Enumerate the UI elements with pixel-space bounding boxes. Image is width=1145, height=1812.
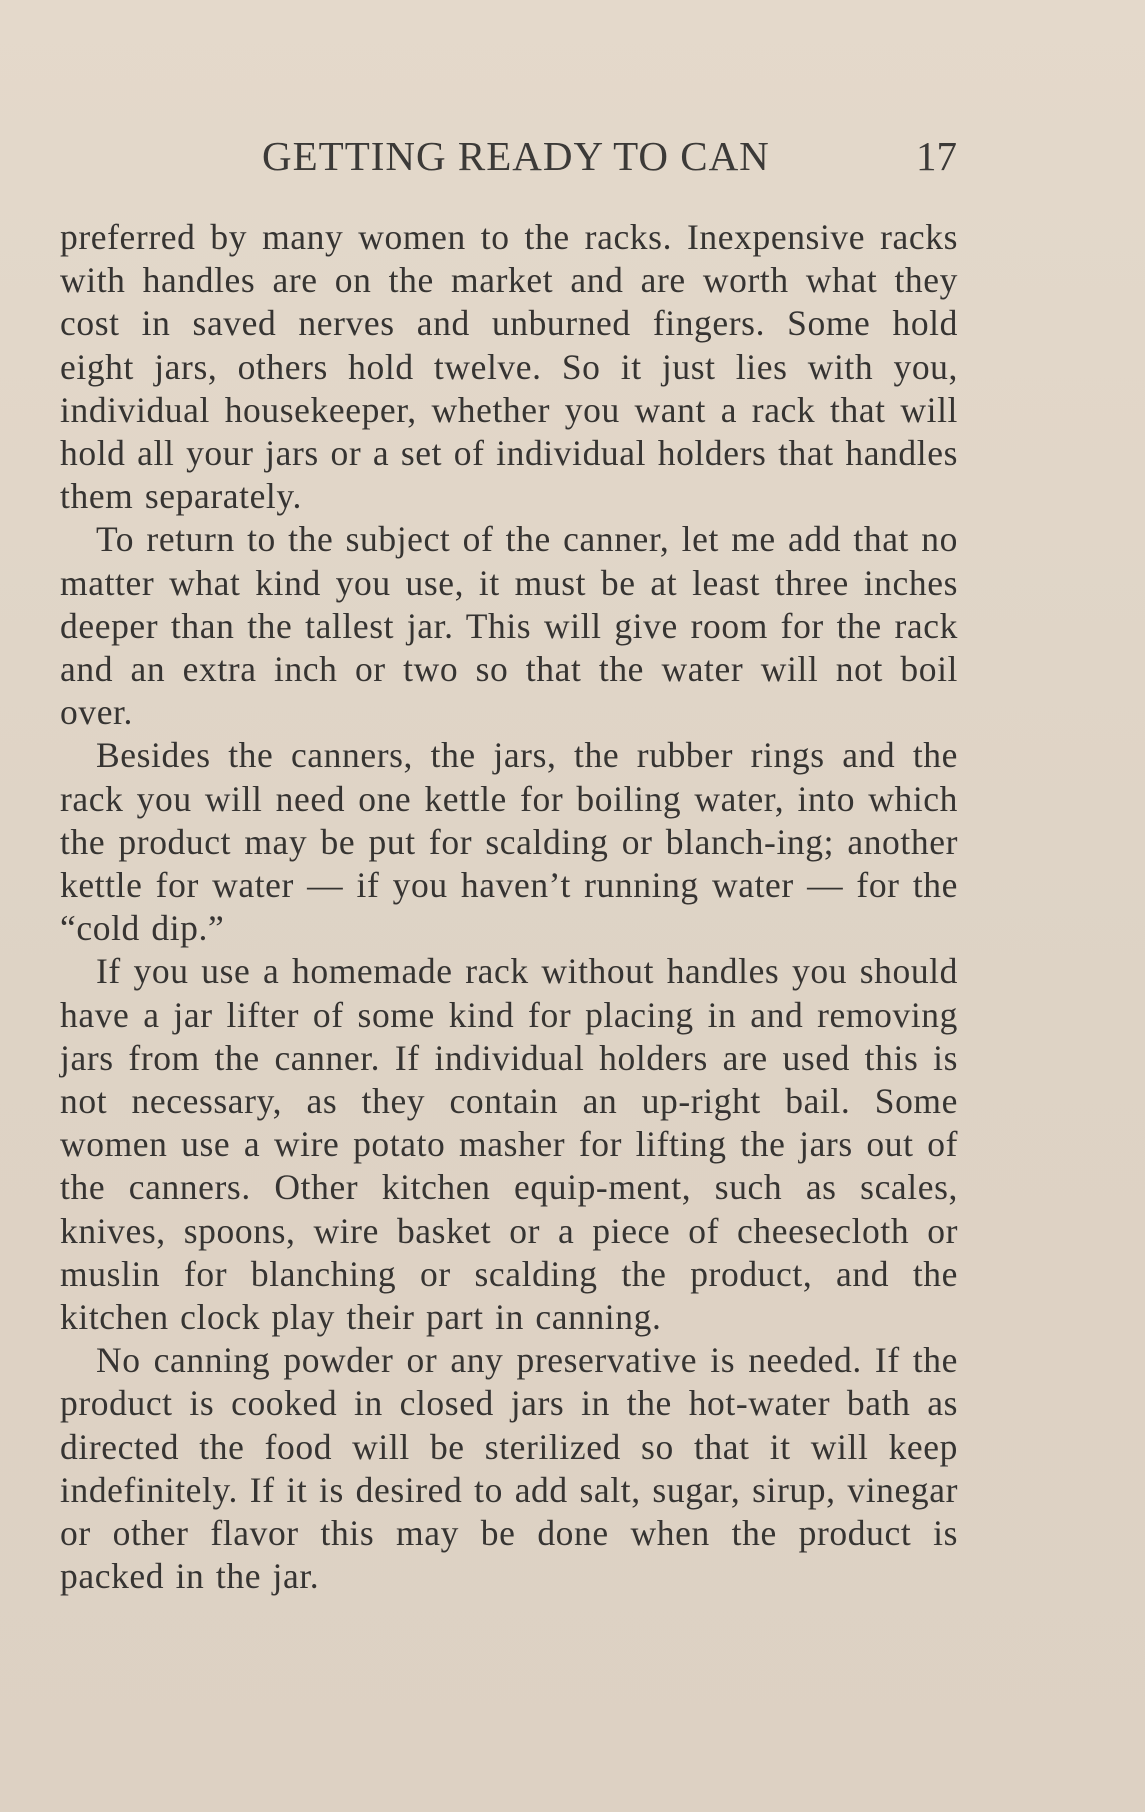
running-head bbox=[62, 132, 957, 188]
paragraph-3: Besides the canners, the jars, the rubber rings and the rack you will need one kettle for boiling water, into which the product may be put for scalding or blanch-ing; another kettle for water — if you haven’t running water — for the “cold dip.” bbox=[60, 735, 958, 949]
paragraph-5: No canning powder or any preservative is needed. If the product is cooked in closed jars in the hot-water bath as directed the food will be sterilized so that it will keep indefinitely. If it is desired to add salt, sugar, sirup, vinegar or other flavor this may be done when the product is packed in the jar. bbox=[60, 1340, 958, 1597]
paragraph-4: If you use a homemade rack without handles you should have a jar lifter of some kind for placing in and removing jars from the canner. If individual holders are used this is not necessary, as they contain an up-right bail. Some women use a wire potato masher for lifting the jars out of the canners. Other kitchen equip-ment, such as scales, knives, spoons, wire basket or a piece of cheesecloth or muslin for blanching or scalding the product, and the kitchen clock play their part in canning. bbox=[60, 951, 958, 1338]
running-title: GETTING READY TO CAN bbox=[262, 133, 770, 179]
page-number: 17 bbox=[916, 133, 957, 179]
body-text bbox=[60, 216, 958, 1599]
paragraph-2: To return to the subject of the canner, let me add that no matter what kind you use, it must be at least three inches deeper than the tallest jar. This will give room for the rack and an extra inch or two so that the water will not boil over. bbox=[60, 519, 958, 733]
paragraph-1: preferred by many women to the racks. Inexpensive racks with handles are on the market and are worth what they cost in saved nerves and unburned fingers. Some hold eight jars, others hold twelve. So it just lies with you, individual housekeeper, whether you want a rack that will hold all your jars or a set of individual holders that handles them separately. bbox=[60, 217, 958, 517]
